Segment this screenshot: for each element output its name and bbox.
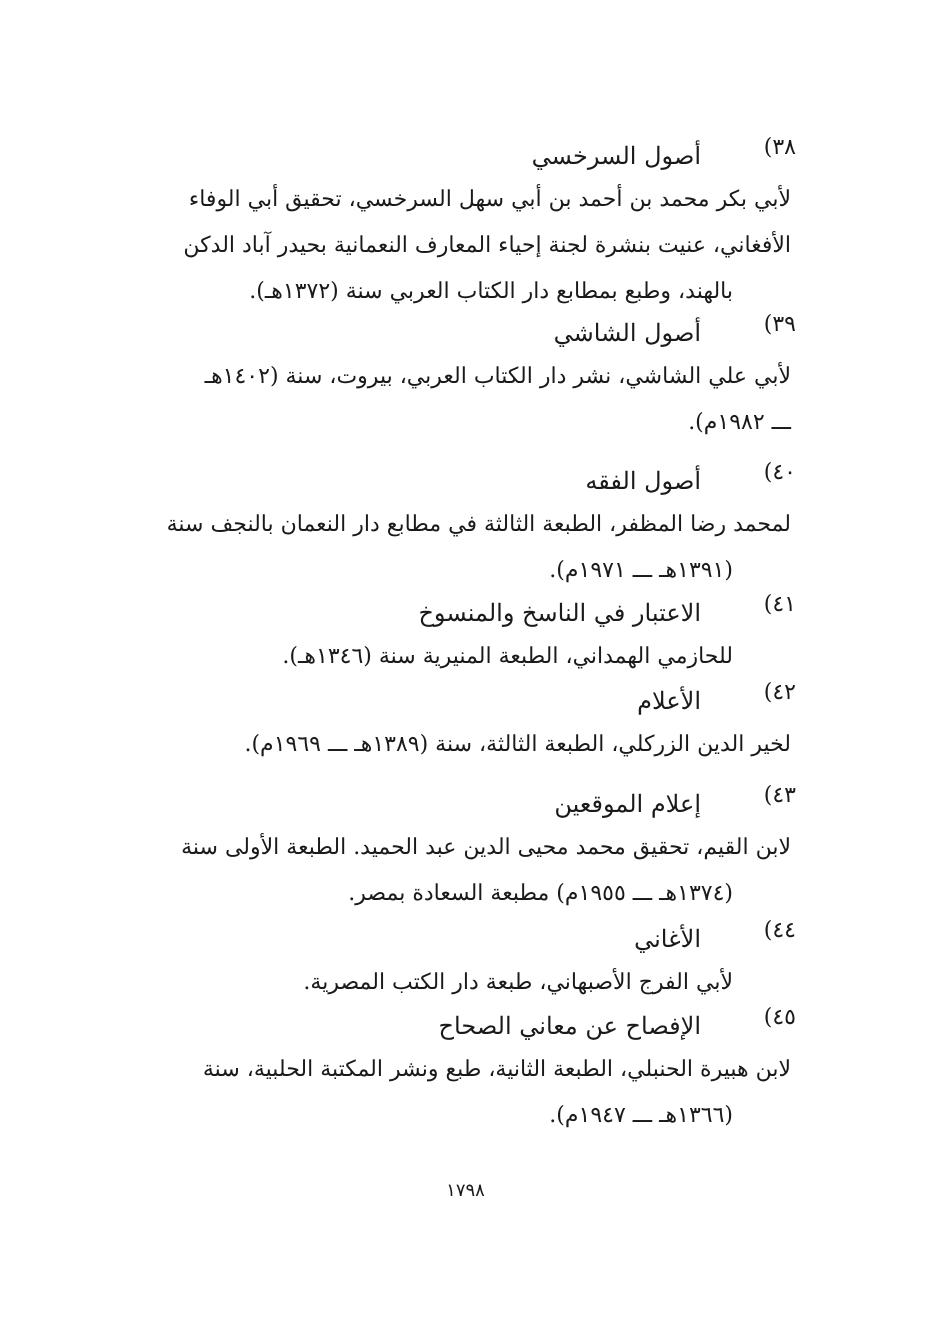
entry-body xyxy=(111,960,791,1006)
bibliography-entry-39 xyxy=(111,312,796,446)
entry-number: ٣٨) xyxy=(763,135,796,160)
entry-line: لمحمد رضا المظفر، الطبعة الثالثة في مطابع دار النعمان بالنجف سنة xyxy=(166,512,791,537)
entry-title: أصول الفقه xyxy=(585,467,701,495)
entry-number: ٤٤) xyxy=(763,918,796,943)
entry-line: لابن هبيرة الحنبلي، الطبعة الثانية، طبع ونشر المكتبة الحلبية، سنة xyxy=(202,1057,791,1082)
bibliography-entry-38 xyxy=(111,135,796,315)
entry-number: ٤٢) xyxy=(763,680,796,705)
entry-number: ٤٣) xyxy=(763,783,796,808)
entry-number: ٤٠) xyxy=(763,460,796,485)
bibliography-entry-40 xyxy=(111,460,796,594)
entry-title: أصول الشاشي xyxy=(553,319,701,347)
entry-body xyxy=(111,825,791,917)
entry-line: لأبي علي الشاشي، نشر دار الكتاب العربي، بيروت، سنة (١٤٠٢هـ xyxy=(204,364,791,389)
page-number: ١٧٩٨ xyxy=(446,1180,485,1201)
bibliography-entry-42 xyxy=(111,680,796,768)
entry-title: الإفصاح عن معاني الصحاح xyxy=(438,1012,701,1040)
entry-line: الأفغاني، عنيت بنشرة لجنة إحياء المعارف النعمانية بحيدر آباد الدكن xyxy=(183,233,791,258)
entry-line: لخير الدين الزركلي، الطبعة الثالثة، سنة (١٣٨٩هـ ـــ ١٩٦٩م). xyxy=(244,732,791,757)
entry-body xyxy=(111,502,791,594)
entry-body xyxy=(111,722,791,768)
entry-title: الاعتبار في الناسخ والمنسوخ xyxy=(418,599,701,627)
entry-body xyxy=(111,1047,791,1139)
entry-line: لابن القيم، تحقيق محمد محيى الدين عبد الحميد. الطبعة الأولى سنة xyxy=(181,835,791,860)
entry-body xyxy=(111,177,791,315)
bibliography-entry-44 xyxy=(111,918,796,1006)
entry-line: بالهند، وطبع بمطابع دار الكتاب العربي سنة (١٣٧٢هـ). xyxy=(249,279,733,304)
entry-number: ٤١) xyxy=(763,592,796,617)
entry-body xyxy=(111,634,791,680)
entry-number: ٤٥) xyxy=(763,1005,796,1030)
entry-title: الأعلام xyxy=(637,687,701,715)
bibliography-entry-43 xyxy=(111,783,796,917)
entry-line: (١٣٦٦هـ ـــ ١٩٤٧م). xyxy=(549,1103,733,1128)
entry-line: (١٣٩١هـ ـــ ١٩٧١م). xyxy=(549,558,733,583)
entry-line: للحازمي الهمداني، الطبعة المنيرية سنة (١٣٤٦هـ). xyxy=(282,644,733,669)
entry-title: إعلام الموقعين xyxy=(554,790,701,818)
entry-body xyxy=(111,354,791,446)
entry-number: ٣٩) xyxy=(763,312,796,337)
entry-title: أصول السرخسي xyxy=(531,142,701,170)
bibliography-entry-45 xyxy=(111,1005,796,1139)
entry-title: الأغاني xyxy=(634,925,701,953)
bibliography-entry-41 xyxy=(111,592,796,680)
entry-line: لأبي بكر محمد بن أحمد بن أبي سهل السرخسي، تحقيق أبي الوفاء xyxy=(188,187,791,212)
entry-line: (١٣٧٤هـ ـــ ١٩٥٥م) مطبعة السعادة بمصر. xyxy=(348,881,733,906)
entry-line: لأبي الفرج الأصبهاني، طبعة دار الكتب المصرية. xyxy=(303,970,733,995)
entry-line: ـــ ١٩٨٢م). xyxy=(688,410,791,435)
